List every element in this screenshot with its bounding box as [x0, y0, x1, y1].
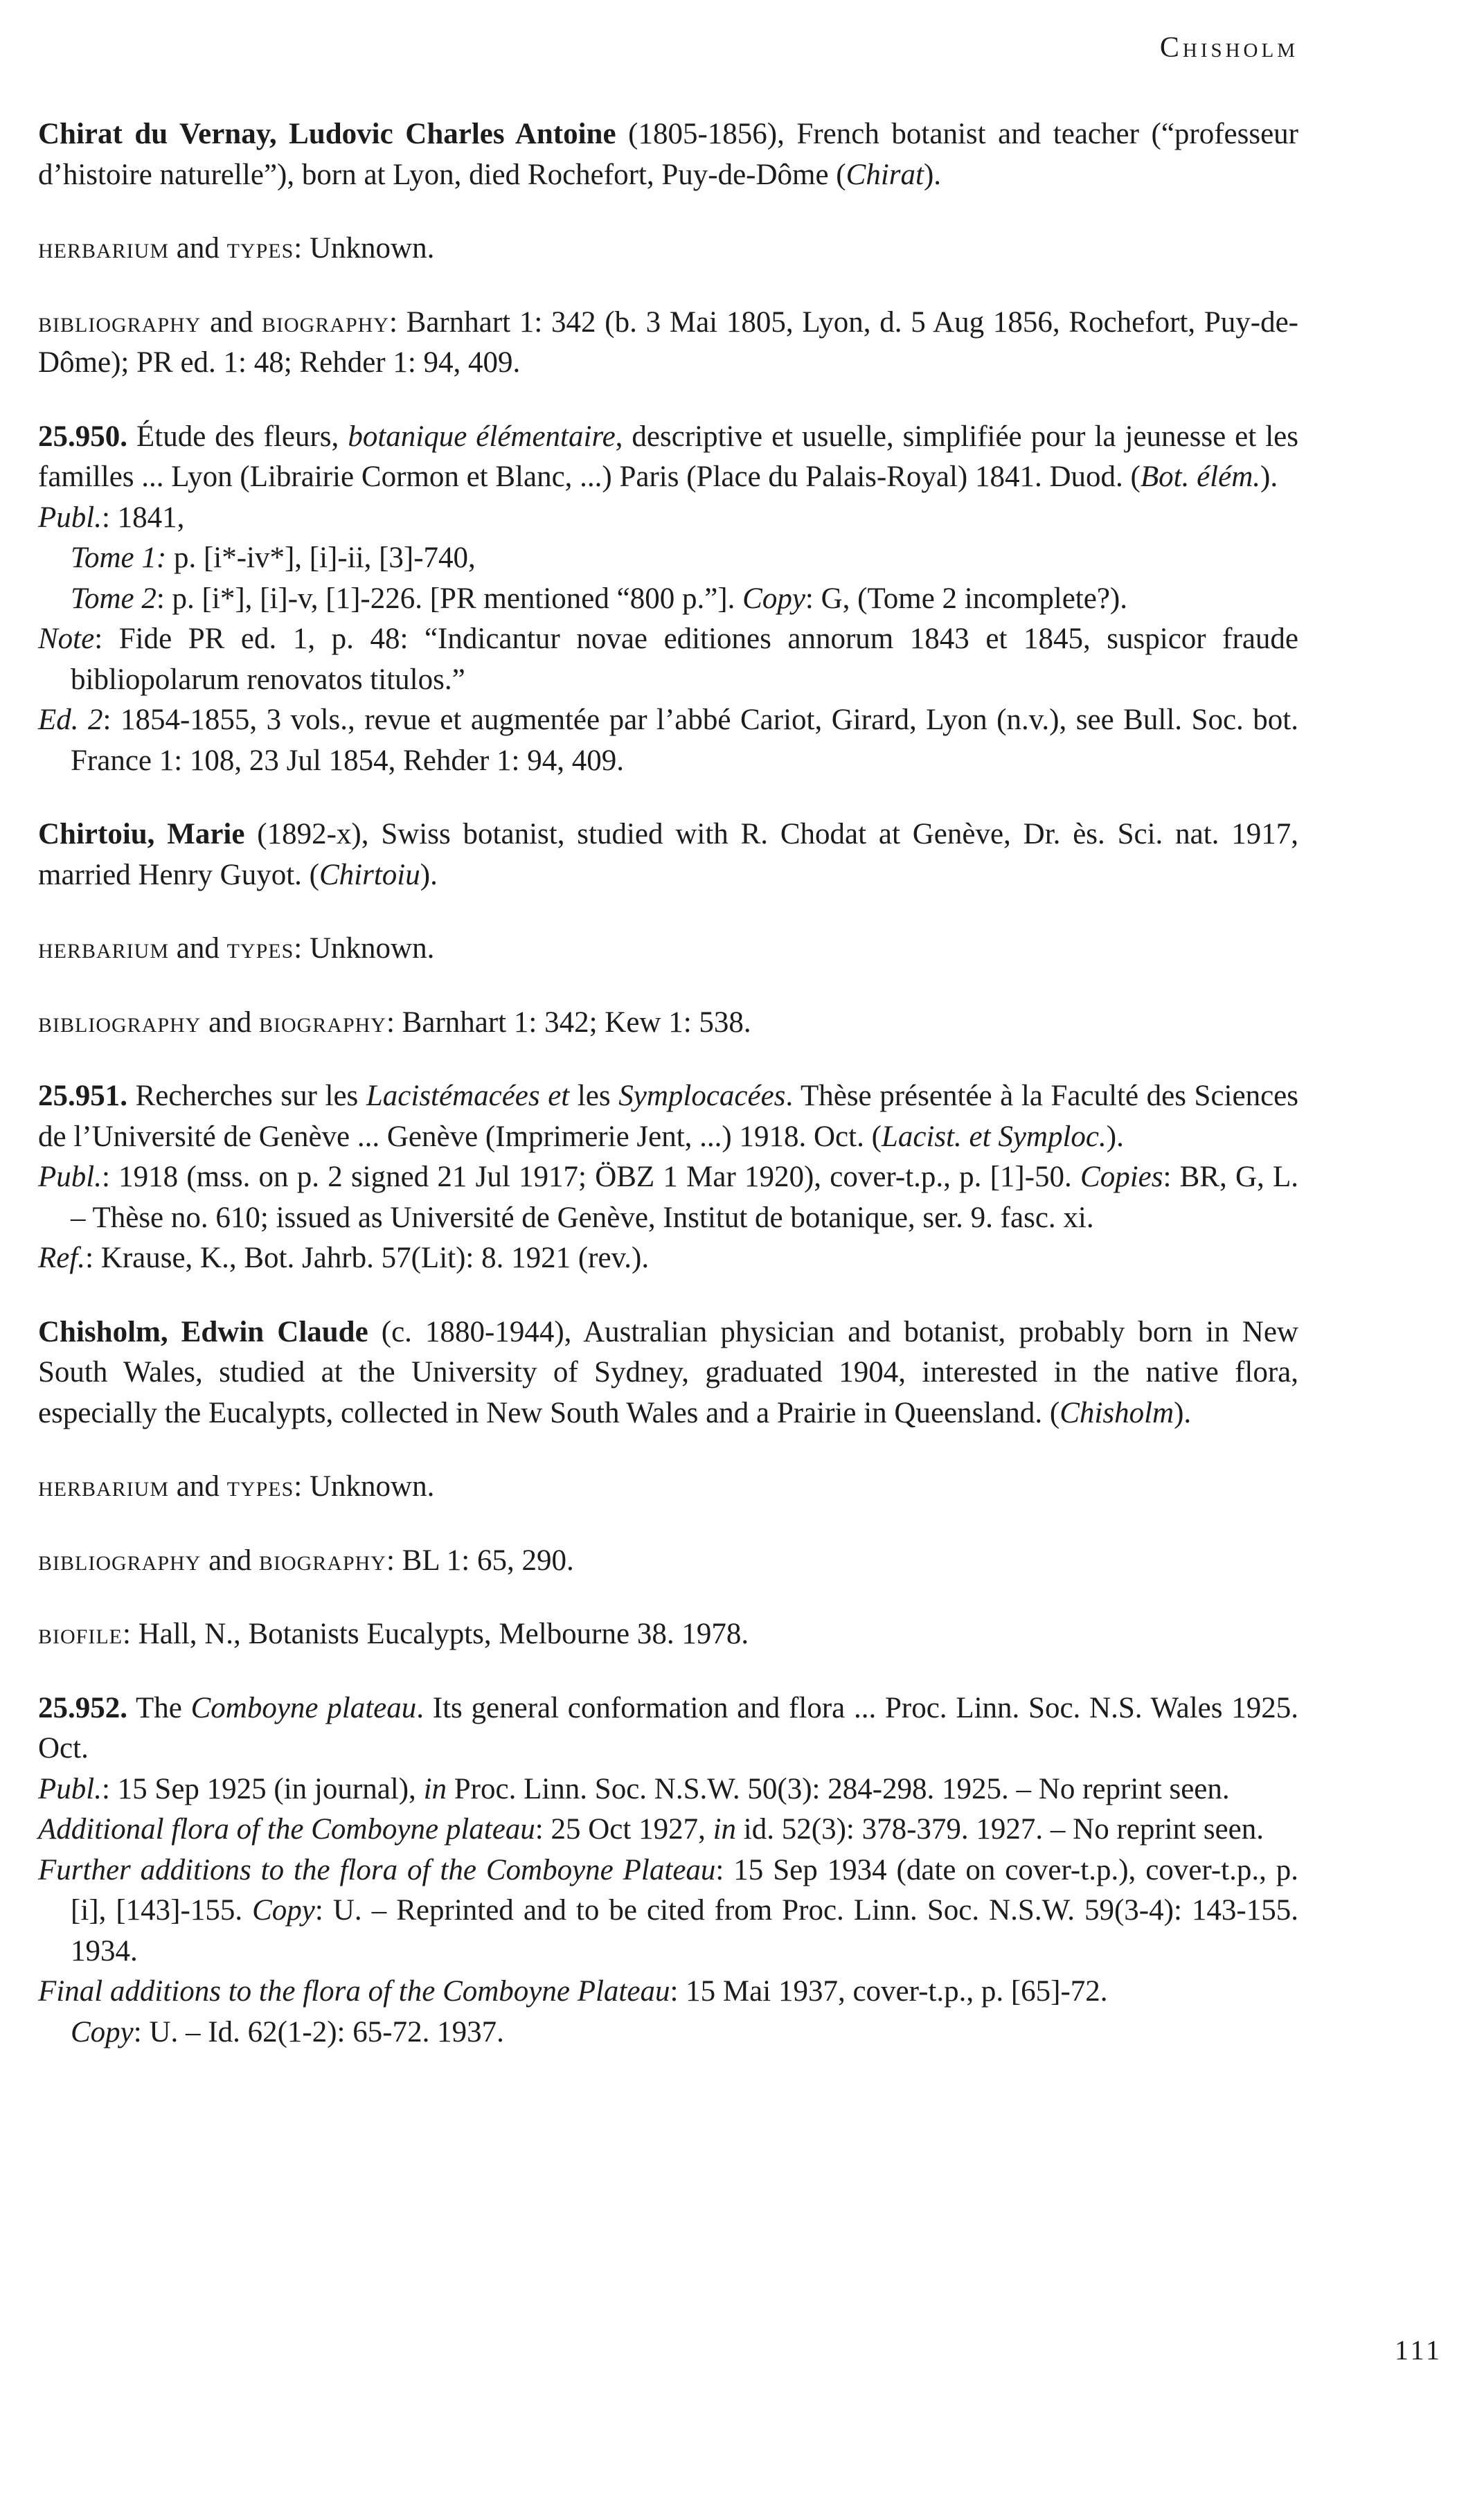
author-name: Chisholm, Edwin Claude [38, 1315, 368, 1348]
author-intro: (c. 1880-1944), Australian physician and botanist, probably born in New South Wales, studied at the University of Sydney, graduated 1904, interested in the native flora, especially the Eucalypts, collected in New South Wales and a Prairie in Queensland. ( [38, 1315, 1298, 1429]
author-intro: (1892-x), Swiss botanist, studied with R. Chodat at Genève, Dr. ès. Sci. nat. 1917, married Henry Guyot. ( [38, 818, 1298, 891]
work-title-part: , descriptive et usuelle, simplifiée pour la jeunesse et les familles ... Lyon (Librairie Cormon et Blanc, ...) Paris (Place du Palais-Royal) 1841. Duod. ( [38, 420, 1298, 493]
bibliography-line [38, 303, 1298, 384]
edition-2-line [38, 700, 1298, 781]
and-text: and [169, 1470, 227, 1503]
herbarium-line [38, 229, 1298, 269]
additional-title: Additional flora of the Comboyne plateau [38, 1813, 535, 1846]
and-text: and [201, 305, 262, 339]
author-intro: (1805-1856), French botanist and teacher (“professeur d’histoire naturelle”), born at Lyon, died Rochefort, Puy-de-Dôme ( [38, 118, 1298, 191]
work-number: 25.951. [38, 1080, 127, 1112]
types-label: types [226, 1470, 294, 1503]
herbarium-text: : Unknown. [294, 232, 435, 265]
edition-2-label: Ed. 2 [38, 704, 103, 736]
additional-text: : 25 Oct 1927, [535, 1813, 713, 1846]
herbarium-line [38, 929, 1298, 970]
author-entry-chirtoiu [38, 814, 1298, 895]
author-intro-end: ). [923, 158, 942, 191]
work-abbreviation: Bot. élém. [1140, 461, 1261, 493]
page-number: 111 [1394, 2334, 1442, 2366]
further-text: : 15 Sep 1934 (date on cover-t.p.), cover-t.p., p. [i], [143]-155. [71, 1853, 1299, 1927]
herbarium-text: : Unknown. [294, 932, 435, 965]
and-text: and [169, 932, 227, 965]
work-abbreviation: Lacist. et Symploc. [881, 1120, 1107, 1153]
final-additions-line [38, 1972, 1298, 2053]
herbarium-text: : Unknown. [294, 1470, 435, 1503]
tome-1-text: p. [i*-iv*], [i]-ii, [3]-740, [166, 542, 476, 574]
herbarium-label: herbarium [38, 932, 170, 965]
note-label: Note [38, 623, 95, 655]
bibliography-line [38, 1003, 1298, 1044]
work-entry-25-951 [38, 1076, 1298, 1157]
work-entry-25-950 [38, 417, 1298, 498]
and-text: and [201, 1006, 259, 1039]
note-text: : Fide PR ed. 1, p. 48: “Indicantur novae editiones annorum 1843 et 1845, suspicor fraude bibliopolarum renovatos titulos.” [71, 623, 1298, 696]
work-title-part: . Its general conformation and flora ... Proc. Linn. Soc. N.S. Wales 1925. Oct. [38, 1691, 1298, 1765]
publ-line [38, 1769, 1298, 1810]
types-label: types [226, 932, 294, 965]
publ-label: Publ. [38, 1772, 102, 1805]
publ-text: Proc. Linn. Soc. N.S.W. 50(3): 284-298. 1925. – No reprint seen. [447, 1772, 1230, 1805]
ref-text: : Krause, K., Bot. Jahrb. 57(Lit): 8. 1921 (rev.). [85, 1242, 650, 1274]
ref-line [38, 1238, 1298, 1279]
work-title-end: ). [1260, 461, 1278, 493]
additional-flora-line [38, 1810, 1298, 1850]
copy-text: : U. – Reprinted and to be cited from Proc. Linn. Soc. N.S.W. 59(3-4): 143-155. 1934. [71, 1894, 1298, 1967]
work-entry-25-952 [38, 1688, 1298, 1769]
bibliography-line [38, 1541, 1298, 1582]
page-content [38, 114, 1298, 2053]
biofile-text: : Hall, N., Botanists Eucalypts, Melbourne 38. 1978. [123, 1618, 749, 1650]
author-abbreviation: Chirat [846, 158, 924, 191]
work-title-part: Recherches sur les [127, 1080, 366, 1112]
work-title-part: The [127, 1691, 191, 1724]
work-title-italic: Lacistémacées et [366, 1080, 570, 1112]
author-intro-end: ). [420, 858, 438, 891]
copies-label: Copies [1080, 1161, 1163, 1193]
tome-2-label: Tome 2 [71, 582, 157, 615]
and-text: and [169, 232, 227, 265]
in-word: in [423, 1772, 447, 1805]
publ-text: : 1841, [101, 501, 185, 534]
note-line [38, 619, 1298, 700]
herbarium-line [38, 1467, 1298, 1508]
work-title-part: les [569, 1080, 619, 1112]
in-word: in [713, 1813, 737, 1846]
biofile-label: biofile [38, 1618, 123, 1650]
tome-1-label: Tome 1: [71, 542, 167, 574]
herbarium-label: herbarium [38, 232, 170, 265]
work-title-italic: Symplocacées [618, 1080, 786, 1112]
bibliography-label: bibliography [38, 305, 202, 339]
work-title-italic: botanique élémentaire [348, 420, 616, 453]
bibliography-text: : Barnhart 1: 342 (b. 3 Mai 1805, Lyon, d. 5 Aug 1856, Rochefort, Puy-de-Dôme); PR ed. 1: 48; Rehder 1: 94, 409. [38, 305, 1298, 379]
herbarium-label: herbarium [38, 1470, 170, 1503]
further-title: Further additions to the flora of the Comboyne Plateau [38, 1853, 716, 1886]
and-text: and [201, 1544, 259, 1577]
edition-2-text: : 1854-1855, 3 vols., revue et augmentée par l’abbé Cariot, Girard, Lyon (n.v.), see Bull. Soc. bot. France 1: 108, 23 Jul 1854, Rehder 1: 94, 409. [71, 704, 1298, 777]
author-name: Chirat du Vernay, Ludovic Charles Antoine [38, 118, 616, 150]
tome-1-line [38, 538, 1298, 579]
copy-label: Copy [252, 1894, 315, 1927]
author-entry-chisholm [38, 1312, 1298, 1434]
publ-label: Publ. [38, 501, 102, 534]
publ-text: : 1918 (mss. on p. 2 signed 21 Jul 1917; ÖBZ 1 Mar 1920), cover-t.p., p. [1]-50. [101, 1161, 1081, 1193]
tome-2-text: : p. [i*], [i]-v, [1]-226. [PR mentioned “800 p.”]. [156, 582, 743, 615]
publ-line [38, 498, 1298, 539]
further-additions-line [38, 1850, 1298, 1972]
ref-label: Ref. [38, 1242, 86, 1274]
work-number: 25.952. [38, 1691, 127, 1724]
bibliography-text: : Barnhart 1: 342; Kew 1: 538. [386, 1006, 751, 1039]
final-text: : 15 Mai 1937, cover-t.p., p. [65]-72. [670, 1975, 1108, 2008]
work-number: 25.950. [38, 420, 127, 453]
copy-label: Copy [742, 582, 805, 615]
copies-text: : BR, G, L. – Thèse no. 610; issued as Université de Genève, Institut de botanique, ser. 9. fasc. xi. [71, 1161, 1298, 1234]
work-title-italic: Comboyne plateau [190, 1691, 417, 1724]
author-intro-end: ). [1174, 1396, 1192, 1429]
running-head: Chisholm [1159, 32, 1298, 64]
biofile-line [38, 1614, 1298, 1655]
bibliography-label: bibliography [38, 1544, 202, 1577]
copy-text: : U. – Id. 62(1-2): 65-72. 1937. [133, 2015, 504, 2048]
biography-label: biography [258, 1006, 386, 1039]
publ-text: : 15 Sep 1925 (in journal), [101, 1772, 424, 1805]
copy-label: Copy [71, 2015, 134, 2048]
copy-text: : G, (Tome 2 incomplete?). [805, 582, 1127, 615]
work-title-part: . Thèse présentée à la Faculté des Sciences de l’Université de Genève ... Genève (Imprimerie Jent, ...) 1918. Oct. ( [38, 1080, 1298, 1153]
biography-label: biography [261, 305, 389, 339]
tome-2-line [38, 579, 1298, 620]
work-title-part: Étude des fleurs, [127, 420, 348, 453]
final-title: Final additions to the flora of the Comboyne Plateau [38, 1975, 670, 2008]
types-label: types [226, 232, 294, 265]
bibliography-text: : BL 1: 65, 290. [386, 1544, 574, 1577]
additional-text: id. 52(3): 378-379. 1927. – No reprint seen. [736, 1813, 1264, 1846]
work-title-end: ). [1106, 1120, 1124, 1153]
author-entry-chirat [38, 114, 1298, 195]
bibliography-label: bibliography [38, 1006, 202, 1039]
author-name: Chirtoiu, Marie [38, 818, 245, 850]
publ-label: Publ. [38, 1161, 102, 1193]
publ-line [38, 1157, 1298, 1238]
author-abbreviation: Chisholm [1060, 1396, 1174, 1429]
author-abbreviation: Chirtoiu [319, 858, 420, 891]
biography-label: biography [258, 1544, 386, 1577]
